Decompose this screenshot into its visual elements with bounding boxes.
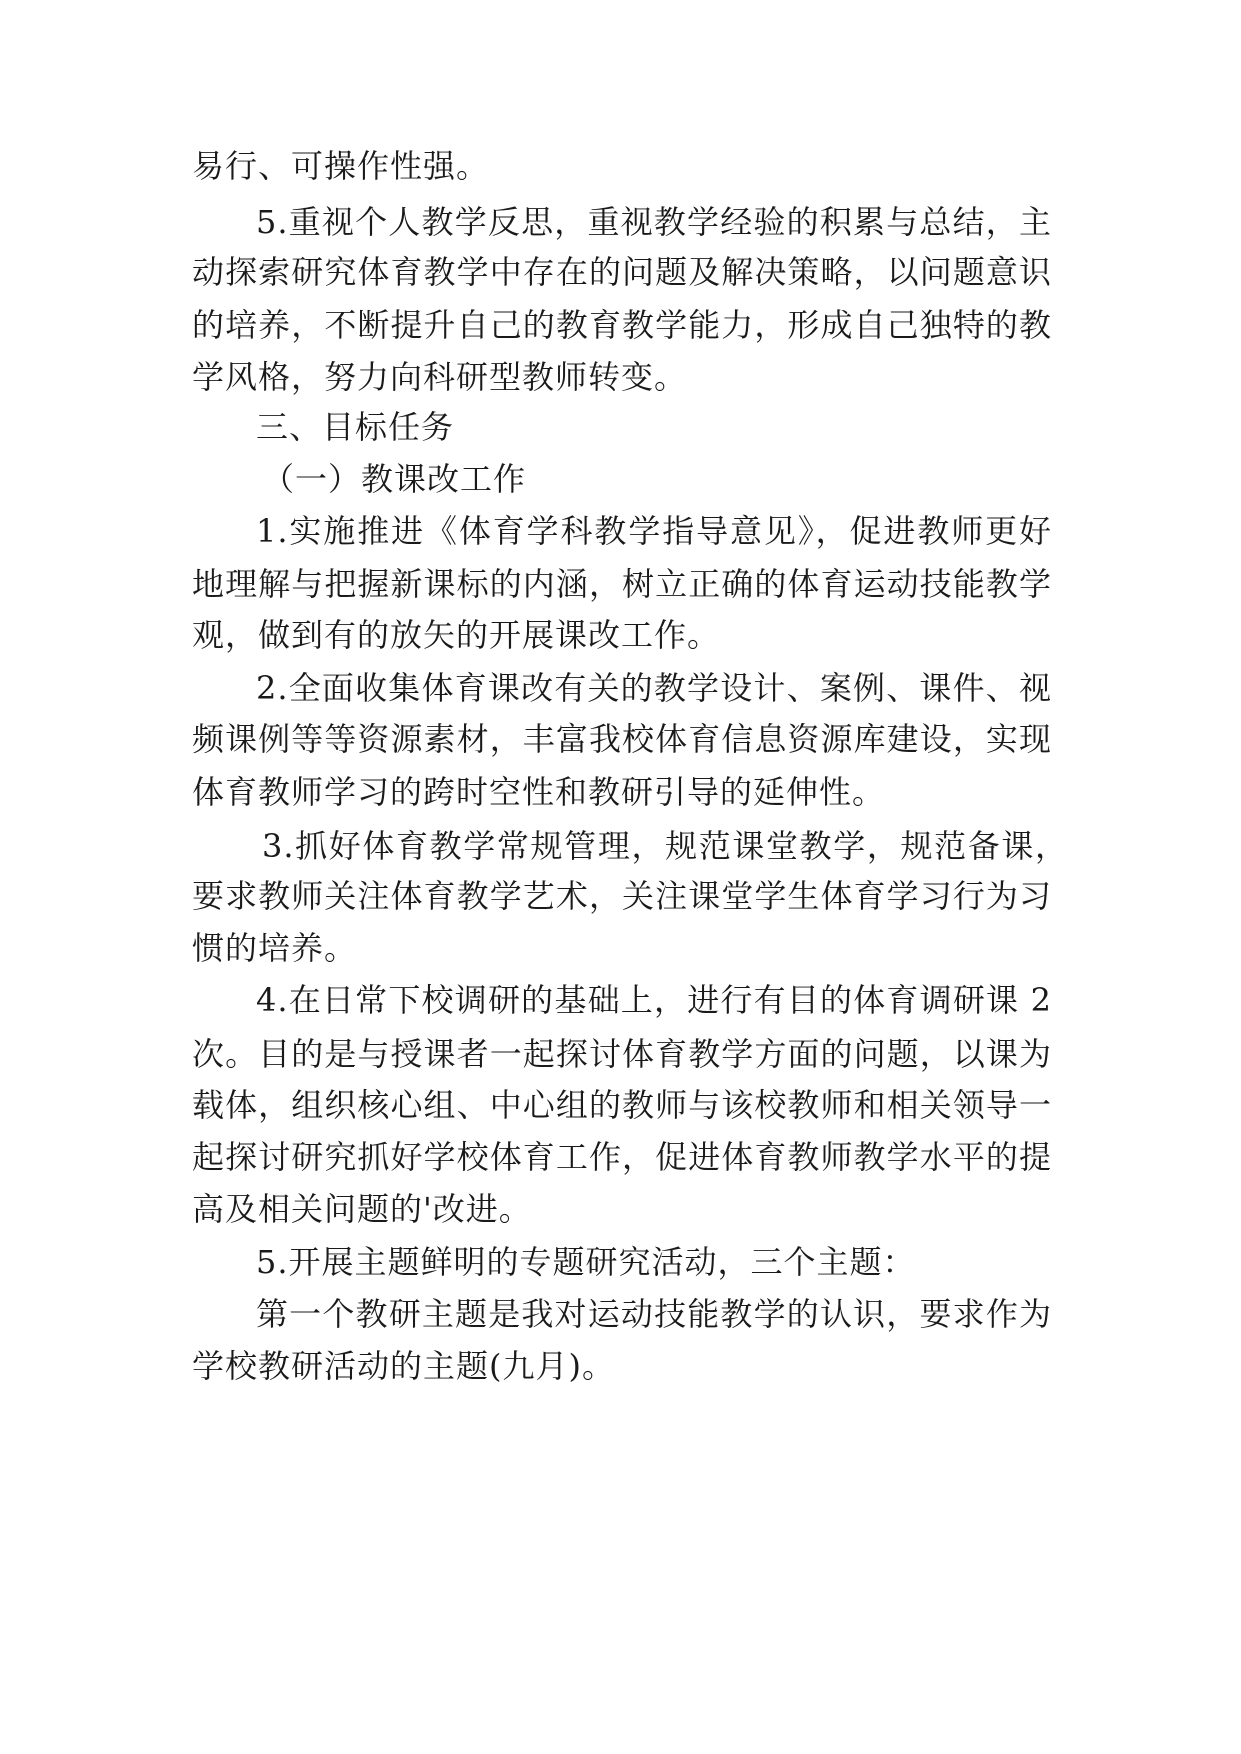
text-line: 起探讨研究抓好学校体育工作，促进体育教师教学水平的提: [192, 1138, 1052, 1176]
text-line: 动探索研究体育教学中存在的问题及解决策略，以问题意识: [192, 253, 1052, 291]
text-line: 体育教师学习的跨时空性和教研引导的延伸性。: [192, 773, 886, 811]
text-line: 载体，组织核心组、中心组的教师与该校教师和相关领导一: [192, 1086, 1052, 1124]
section-heading: 三、目标任务: [256, 408, 455, 446]
text-line: 频课例等等资源素材，丰富我校体育信息资源库建设，实现: [192, 720, 1052, 758]
text-line: 的培养，不断提升自己的教育教学能力，形成自己独特的教: [192, 306, 1052, 344]
text-line: 地理解与把握新课标的内涵，树立正确的体育运动技能教学: [192, 565, 1052, 603]
text-line: 易行、可操作性强。: [192, 147, 490, 185]
text-line: 5.重视个人教学反思，重视教学经验的积累与总结，主: [256, 203, 1052, 241]
text-line: 第一个教研主题是我对运动技能教学的认识，要求作为: [256, 1295, 1052, 1333]
text-line: 5.开展主题鲜明的专题研究活动，三个主题：: [256, 1243, 916, 1281]
text-line: 学风格，努力向科研型教师转变。: [192, 358, 688, 396]
text-line: 观，做到有的放矢的开展课改工作。: [192, 616, 721, 654]
text-line: 惯的培养。: [192, 929, 358, 967]
text-line: 次。目的是与授课者一起探讨体育教学方面的问题，以课为: [192, 1035, 1052, 1073]
text-line: 要求教师关注体育教学艺术，关注课堂学生体育学习行为习: [192, 877, 1052, 915]
text-line: 1.实施推进《体育学科教学指导意见》，促进教师更好: [256, 512, 1052, 550]
text-line: 4.在日常下校调研的基础上，进行有目的体育调研课 2: [256, 981, 1052, 1019]
subsection-heading: （一）教课改工作: [262, 460, 527, 498]
text-line: 学校教研活动的主题(九月)。: [192, 1347, 615, 1385]
text-line: 高及相关问题的'改进。: [192, 1190, 532, 1228]
text-line: 3.抓好体育教学常规管理，规范课堂教学，规范备课，: [262, 827, 1068, 865]
text-line: 2.全面收集体育课改有关的教学设计、案例、课件、视: [256, 669, 1052, 707]
